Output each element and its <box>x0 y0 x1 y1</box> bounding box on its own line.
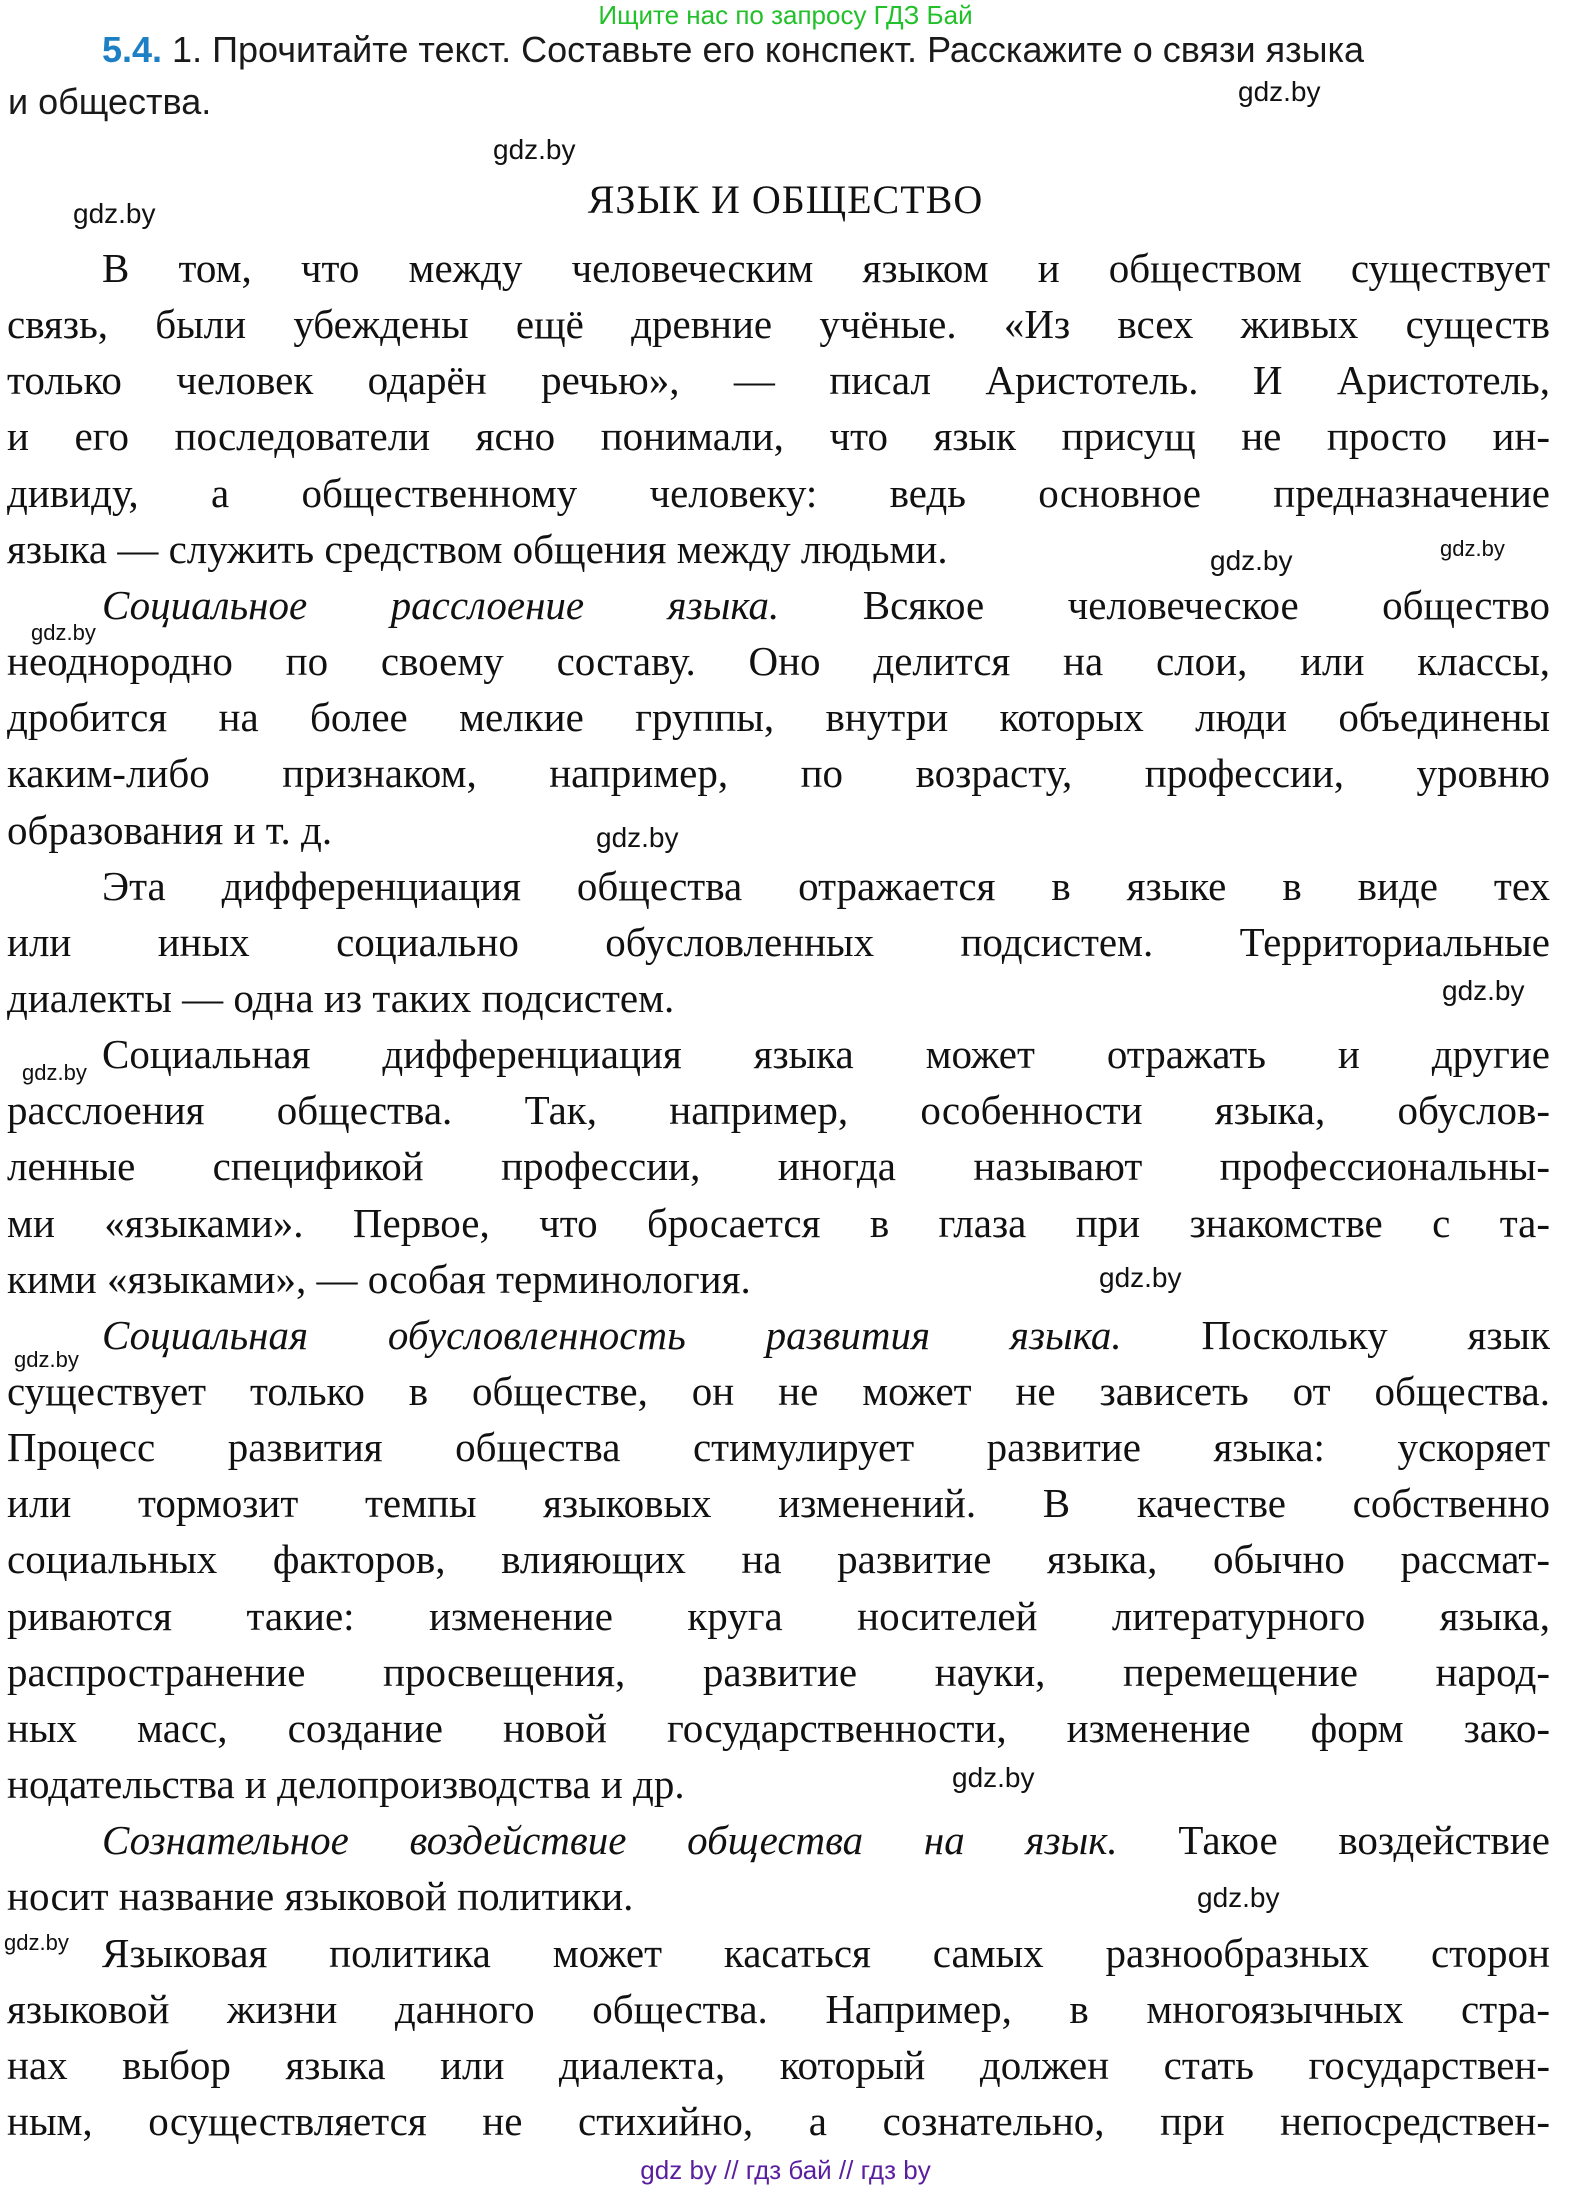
text-line <box>7 524 1550 574</box>
line-text: социальных факторов, влияющих на развитие языка, обычно рассмат- <box>7 1536 1550 1583</box>
page-title: ЯЗЫК И ОБЩЕСТВО <box>587 177 984 222</box>
watermark: gdz.by <box>22 1060 87 1085</box>
text-line <box>7 1198 1550 1248</box>
line-text: образования и т. д. <box>7 806 333 853</box>
line-text: ным, осуществляется не стихийно, а сознательно, при непосредствен- <box>7 2097 1550 2144</box>
line-text: дробится на более мелкие группы, внутри которых люди объединены <box>7 694 1550 741</box>
text-line <box>7 917 1550 967</box>
text-line <box>7 411 1550 461</box>
italic-heading: Сознательное воздействие общества на язык. <box>102 1817 1118 1864</box>
line-text: Социальная дифференциация языка может отражать и другие <box>102 1031 1550 1078</box>
line-text: риваются такие: изменение круга носителей литературного языка, <box>7 1592 1550 1639</box>
italic-heading: Социальная обусловленность развития языка. <box>102 1311 1122 1358</box>
line-text: распространение просвещения, развитие науки, перемещение народ- <box>7 1648 1550 1695</box>
italic-heading: Социальное расслоение языка. <box>102 581 780 628</box>
text-line <box>7 973 1550 1023</box>
watermark: gdz.by <box>1197 1882 1280 1913</box>
line-text: Процесс развития общества стимулирует развитие языка: ускоряет <box>7 1424 1550 1471</box>
watermark: gdz.by <box>73 198 156 229</box>
text-line <box>7 636 1550 686</box>
watermark: gdz.by <box>1238 76 1321 107</box>
line-text: носит название языковой политики. <box>7 1873 634 1920</box>
text-line <box>102 243 1550 293</box>
text-line <box>7 1534 1550 1584</box>
text-line <box>7 1984 1550 2034</box>
text-line <box>7 468 1550 518</box>
text-line <box>102 1310 1550 1360</box>
top-watermark: Ищите нас по запросу ГДЗ Бай <box>598 0 973 30</box>
text-line <box>7 355 1550 405</box>
text-line <box>7 1141 1550 1191</box>
footer-watermark: gdz by // гдз бай // гдз by <box>640 2155 931 2185</box>
watermark: gdz.by <box>31 620 96 645</box>
line-text: и его последователи ясно понимали, что язык присущ не просто ин- <box>7 413 1550 460</box>
text-line <box>7 1591 1550 1641</box>
line-text: или тормозит темпы языковых изменений. В качестве собственно <box>7 1480 1550 1527</box>
line-text: Всякое человеческое общество <box>779 581 1550 628</box>
watermark: gdz.by <box>952 1762 1035 1793</box>
line-text: только человек одарён речью», — писал Аристотель. И Аристотель, <box>7 357 1550 404</box>
watermark: gdz.by <box>1440 536 1505 561</box>
text-line <box>7 692 1550 742</box>
text-line <box>7 805 1550 855</box>
line-text: Поскольку язык <box>1121 1311 1550 1358</box>
text-line <box>7 1759 1550 1809</box>
line-text: ных масс, создание новой государственности, изменение форм зако- <box>7 1704 1550 1751</box>
watermark: gdz.by <box>596 822 679 853</box>
text-line <box>7 2040 1550 2090</box>
text-line <box>102 1029 1550 1079</box>
line-text: Такое воздействие <box>1117 1817 1550 1864</box>
text-line <box>102 1815 1550 1865</box>
watermark: gdz.by <box>14 1347 79 1372</box>
task-text-continued: и общества. <box>8 81 212 122</box>
text-line <box>7 299 1550 349</box>
task-heading <box>102 30 1364 70</box>
line-text: языковой жизни данного общества. Например, в многоязычных стра- <box>7 1985 1550 2032</box>
line-text: ми «языками». Первое, что бросается в глаза при знакомстве с та- <box>7 1199 1550 1246</box>
text-line <box>7 1647 1550 1697</box>
line-text: В том, что между человеческим языком и обществом существует <box>102 245 1550 291</box>
text-line <box>7 1366 1550 1416</box>
line-text: нах выбор языка или диалекта, который должен стать государствен- <box>7 2041 1550 2088</box>
line-text: диалекты — одна из таких подсистем. <box>7 974 675 1021</box>
watermark: gdz.by <box>1442 975 1525 1006</box>
watermark: gdz.by <box>1099 1262 1182 1293</box>
watermark: gdz.by <box>1210 545 1293 576</box>
text-line <box>7 2096 1550 2146</box>
text-line <box>7 1422 1550 1472</box>
line-text: каким-либо признаком, например, по возрасту, профессии, уровню <box>7 750 1550 797</box>
text-line <box>7 1871 1550 1921</box>
line-text: Эта дифференциация общества отражается в языке в виде тех <box>102 862 1550 909</box>
text-line <box>102 861 1550 911</box>
line-text: или иных социально обусловленных подсистем. Территориальные <box>7 918 1550 965</box>
text-line <box>7 1085 1550 1135</box>
text-line <box>7 1254 1550 1304</box>
line-text: нодательства и делопроизводства и др. <box>7 1761 685 1808</box>
line-text: расслоения общества. Так, например, особенности языка, обуслов- <box>7 1087 1550 1134</box>
text-line <box>7 1703 1550 1753</box>
line-text: Языковая политика может касаться самых разнообразных сторон <box>102 1929 1550 1976</box>
watermark: gdz.by <box>4 1930 69 1955</box>
line-text: ленные спецификой профессии, иногда называют профессиональны- <box>7 1143 1550 1190</box>
line-text: кими «языками», — особая терминология. <box>7 1255 751 1302</box>
text-line <box>7 1478 1550 1528</box>
text-line <box>102 580 1550 630</box>
task-text: 1. Прочитайте текст. Составьте его конспект. Расскажите о связи языка <box>162 29 1365 70</box>
line-text: неоднородно по своему составу. Оно делится на слои, или классы, <box>7 638 1550 685</box>
line-text: связь, были убеждены ещё древние учёные. «Из всех живых существ <box>7 301 1550 348</box>
text-line <box>7 748 1550 798</box>
text-line <box>102 1928 1550 1978</box>
line-text: дивиду, а общественному человеку: ведь основное предназначение <box>7 469 1550 516</box>
line-text: существует только в обществе, он не может не зависеть от общества. <box>7 1368 1550 1414</box>
watermark: gdz.by <box>493 134 576 165</box>
line-text: языка — служить средством общения между людьми. <box>7 525 948 572</box>
task-number: 5.4. <box>102 29 163 70</box>
